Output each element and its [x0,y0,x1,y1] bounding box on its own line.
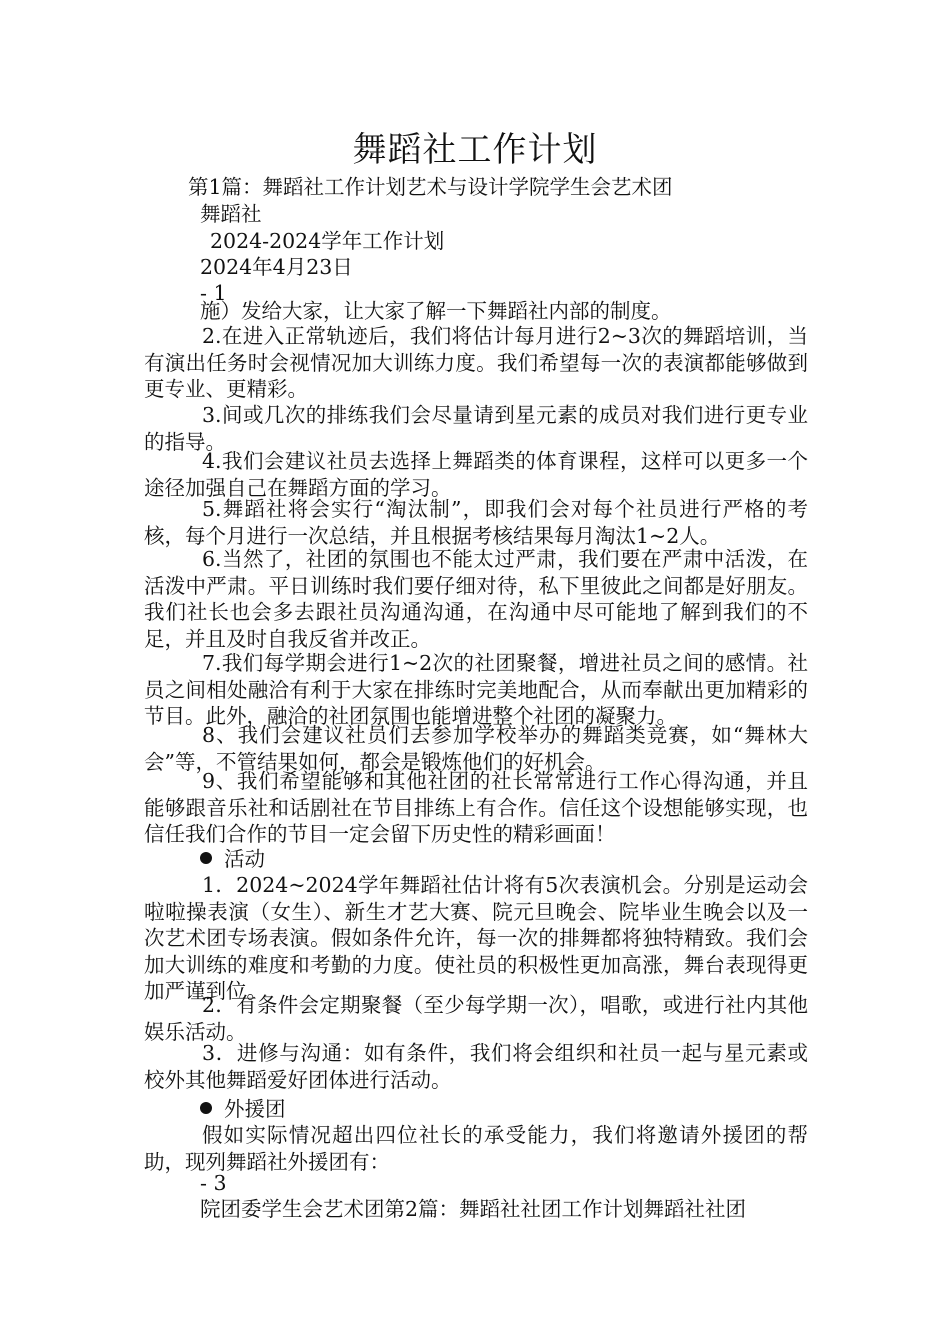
activity-item-2: 2．有条件会定期聚餐（至少每学期一次），唱歌，或进行社内其他娱乐活动。 [144,993,808,1044]
activity-item-1: 1．2024~2024学年舞蹈社估计将有5次表演机会。分别是运动会啦啦操表演（女生）、新生才艺大赛、院元旦晚会、院毕业生晚会以及一次艺术团专场表演。假如条件允许，每一次的排舞都将独特精致。我们会加大训练的难度和考勤的力度。使社员的积极性更加高涨，舞台表现得更加严谨到位。 [144,873,808,1004]
plan-item-6: 6.当然了，社团的氛围也不能太过严肃，我们要在严肃中活泼，在活泼中严肃。平日训练时我们要仔细对待，私下里彼此之间都是好朋友。我们社长也会多去跟社员沟通沟通，在沟通中尽可能地了解到我们的不足，并且及时自我反省并改正。 [144,547,808,651]
fragment-line: 施）发给大家，让大家了解一下舞蹈社内部的制度。 [200,299,672,323]
plan-item-4: 4.我们会建议社员去选择上舞蹈类的体育课程，这样可以更多一个途径加强自己在舞蹈方面的学习。 [144,449,808,500]
section-activity [200,846,265,872]
bullet-icon [200,1102,212,1114]
document-date: 2024年4月23日 [200,255,353,279]
year-plan: 2024-2024学年工作计划 [210,229,445,253]
plan-item-5: 5.舞蹈社将会实行“淘汰制”，即我们会对每个社员进行严格的考核，每个月进行一次总结，并且根据考核结果每月淘汰1~2人。 [144,497,808,548]
section-activity-label: 活动 [224,847,265,871]
section-support-label: 外援团 [224,1097,286,1121]
plan-item-7: 7.我们每学期会进行1~2次的社团聚餐，增进社员之间的感情。社员之间相处融洽有利于大家在排练时完美地配合，从而奉献出更加精彩的节目。此外，融洽的社团氛围也能增进整个社团的凝聚力。 [144,651,808,729]
support-text: 假如实际情况超出四位社长的承受能力，我们将邀请外援团的帮助，现列舞蹈社外援团有： [144,1123,808,1174]
footer-line: 院团委学生会艺术团第2篇：舞蹈社社团工作计划舞蹈社社团 [200,1197,747,1221]
section-support [200,1096,286,1122]
plan-item-2: 2.在进入正常轨迹后，我们将估计每月进行2~3次的舞蹈培训，当有演出任务时会视情况加大训练力度。我们希望每一次的表演都能够做到更专业、更精彩。 [144,324,808,402]
plan-item-9: 9、我们希望能够和其他社团的社长常常进行工作心得沟通，并且能够跟音乐社和话剧社在节目排练上有合作。信任这个设想能够实现，也信任我们合作的节目一定会留下历史性的精彩画面！ [144,769,808,847]
plan-item-3: 3.间或几次的排练我们会尽量请到星元素的成员对我们进行更专业的指导。 [144,403,808,454]
bullet-icon [200,852,212,864]
document-title: 舞蹈社工作计划 [352,130,598,170]
plan-item-8: 8、我们会建议社员们去参加学校举办的舞蹈类竞赛，如“舞林大会”等，不管结果如何，都会是锻炼他们的好机会。 [144,723,808,774]
page-marker: - 1 [200,281,227,305]
activity-item-3: 3．进修与沟通：如有条件，我们将会组织和社员一起与星元素或校外其他舞蹈爱好团体进行活动。 [144,1041,808,1092]
page-marker: - 3 [200,1171,227,1195]
chapter-heading: 第1篇：舞蹈社工作计划艺术与设计学院学生会艺术团 [188,175,673,199]
org-name: 舞蹈社 [200,202,262,226]
